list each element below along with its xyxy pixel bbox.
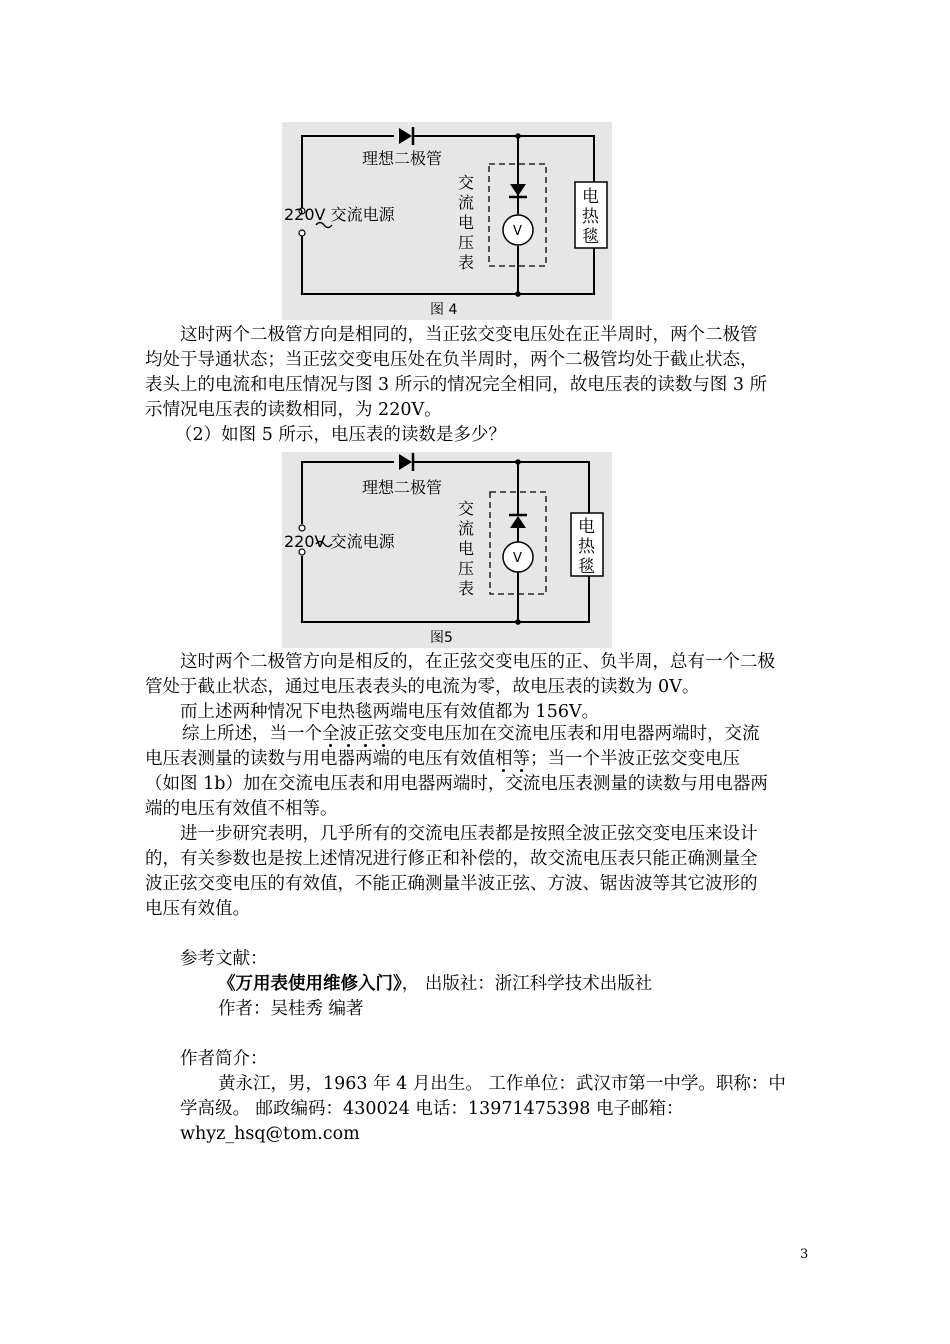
references-heading: 参考文献： (180, 949, 268, 969)
load-label-char: 毯 (582, 227, 599, 247)
meter-label-char: 电 (458, 213, 475, 232)
text-run: ；当一个半波正弦交变电压 (530, 749, 740, 769)
text-run: 综上所述，当一个 (182, 724, 322, 744)
paragraph-line: 而上述两种情况下电热毯两端电压有效值都为 156V。 (180, 702, 600, 722)
emphasis-char: 等 (512, 749, 530, 769)
figure-4-circuit (282, 122, 612, 320)
load-label-char: 电 (582, 187, 599, 207)
reference-author: 作者：吴桂秀 编著 (218, 999, 364, 1019)
emphasis-char: 正 (357, 724, 375, 744)
load-label-char: 热 (582, 207, 599, 227)
source-label: 220V 交流电源 (284, 532, 395, 551)
emphasis-dotted-text (322, 724, 392, 744)
figure-caption: 图5 (430, 630, 453, 646)
paragraph-line: 端的电压有效值不相等。 (145, 799, 338, 819)
figure-caption: 图 4 (430, 302, 458, 318)
load-label-char: 电 (578, 517, 595, 537)
paragraph-line (182, 722, 760, 746)
voltmeter-symbol: V (513, 224, 522, 239)
emphasis-char: 全 (322, 724, 340, 744)
paragraph-line: 这时两个二极管方向是相同的，当正弦交变电压处在正半周时，两个二极管 (180, 325, 758, 345)
source-label: 220V 交流电源 (284, 205, 395, 224)
author-bio-line: 学高级。 邮政编码：430024 电话：13971475398 电子邮箱： (180, 1099, 684, 1119)
diode-label: 理想二极管 (362, 478, 443, 497)
emphasis-char: 波 (339, 724, 357, 744)
paragraph-line: 表头上的电流和电压情况与图 3 所示的情况完全相同，故电压表的读数与图 3 所 (145, 375, 768, 395)
paragraph-line: 管处于截止状态，通过电压表表头的电流为零，故电压表的读数为 0V。 (145, 677, 700, 697)
text-run: 电压表测量的读数与用电器两端的电压有效值 (145, 749, 495, 769)
emphasis-char: 弦 (374, 724, 392, 744)
paragraph-line: （如图 1b）加在交流电压表和用电器两端时，交流电压表测量的读数与用电器两 (145, 774, 768, 794)
load-label-char: 毯 (578, 557, 595, 577)
meter-label-char: 交 (458, 499, 475, 518)
reference-entry (218, 972, 652, 996)
load-label-char: 热 (578, 537, 595, 557)
author-bio-heading: 作者简介： (180, 1049, 268, 1069)
question-line: （2）如图 5 所示，电压表的读数是多少？ (175, 425, 506, 445)
paragraph-line (145, 747, 740, 771)
text-run: 交变电压加在交流电压表和用电器两端时，交流 (392, 724, 760, 744)
meter-label-char: 流 (458, 193, 475, 212)
voltmeter-symbol: V (513, 551, 522, 566)
paragraph-line: 进一步研究表明，几乎所有的交流电压表都是按照全波正弦交变电压来设计 (180, 824, 758, 844)
meter-label-char: 压 (458, 233, 475, 252)
paragraph-line: 波正弦交变电压的有效值，不能正确测量半波正弦、方波、锯齿波等其它波形的 (145, 874, 758, 894)
circuit-diagram-fig5 (282, 452, 612, 648)
paragraph-line: 电压有效值。 (145, 899, 250, 919)
meter-label-char: 压 (458, 559, 475, 578)
paragraph-line: 的，有关参数也是按上述情况进行修正和补偿的，故交流电压表只能正确测量全 (145, 849, 758, 869)
meter-label-char: 表 (458, 253, 475, 272)
reference-book-title: 《万用表使用维修入门》 (218, 974, 402, 994)
meter-label-char: 流 (458, 519, 475, 538)
paragraph-line: 均处于导通状态；当正弦交变电压处在负半周时，两个二极管均处于截止状态， (145, 350, 758, 370)
circuit-diagram-fig4 (282, 122, 612, 320)
figure-5-circuit (282, 452, 612, 648)
emphasis-char: 相 (495, 749, 513, 769)
meter-label-char: 电 (458, 539, 475, 558)
reference-publisher: ， 出版社：浙江科学技术出版社 (401, 974, 653, 994)
emphasis-dotted-text (495, 749, 530, 769)
author-bio-line: 黄永江，男，1963 年 4 月出生。 工作单位：武汉市第一中学。职称：中 (218, 1074, 786, 1094)
author-email: whyz_hsq@tom.com (180, 1124, 360, 1144)
page-number: 3 (800, 1247, 809, 1262)
meter-label-char: 表 (458, 579, 475, 598)
paragraph-line: 示情况电压表的读数相同，为 220V。 (145, 400, 442, 420)
diode-label: 理想二极管 (362, 149, 443, 168)
paragraph-line: 这时两个二极管方向是相反的，在正弦交变电压的正、负半周，总有一个二极 (180, 652, 775, 672)
meter-label-char: 交 (458, 173, 475, 192)
